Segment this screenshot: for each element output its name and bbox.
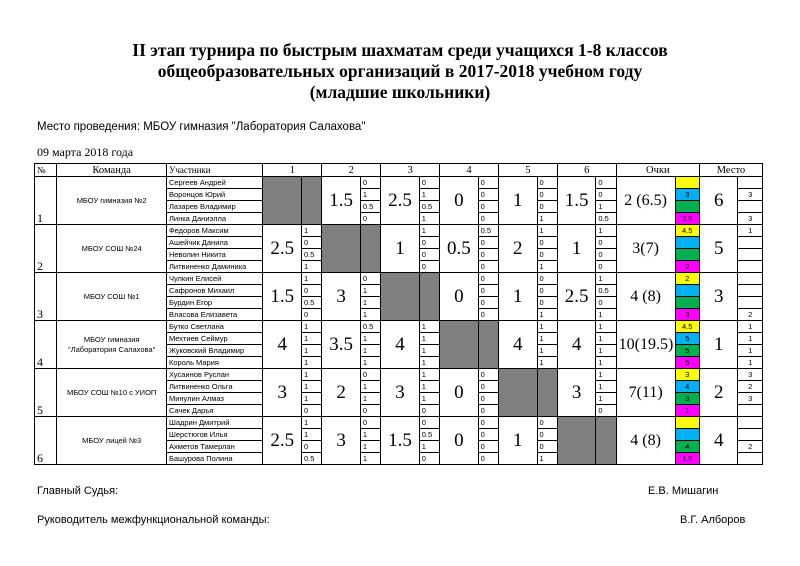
board-result: 0 bbox=[360, 213, 380, 225]
board-result: 0 bbox=[537, 201, 557, 213]
self-match-cell bbox=[322, 225, 361, 273]
board-result: 0 bbox=[478, 249, 498, 261]
team-name: МБОУ СОШ №10 с УИОП bbox=[57, 369, 167, 417]
board-result: 0.5 bbox=[596, 285, 616, 297]
board-result: 0.5 bbox=[596, 213, 616, 225]
place-mark bbox=[738, 249, 763, 261]
table-row bbox=[35, 417, 763, 429]
board-place-cell bbox=[675, 237, 699, 249]
board-result: 0 bbox=[360, 417, 380, 429]
player-name: Шадрин Дмитрий bbox=[166, 417, 262, 429]
place-mark bbox=[738, 177, 763, 189]
board-result: 0 bbox=[478, 417, 498, 429]
player-name: Власова Елизавета bbox=[166, 309, 262, 321]
match-total: 1 bbox=[557, 225, 596, 273]
match-total: 1.5 bbox=[381, 417, 420, 465]
head-label: Руководитель межфункциональной команды: bbox=[37, 514, 270, 526]
board-result: 0 bbox=[419, 249, 439, 261]
team-name: МБОУ гимназия "Лаборатория Салахова" bbox=[57, 321, 167, 369]
header-round-4: 4 bbox=[440, 164, 499, 177]
board-result: 1 bbox=[360, 309, 380, 321]
board-result: 1 bbox=[419, 345, 439, 357]
board-result: 1 bbox=[302, 369, 322, 381]
match-total: 1.5 bbox=[557, 177, 596, 225]
match-total: 1 bbox=[498, 177, 537, 225]
board-result: 1 bbox=[360, 429, 380, 441]
team-number: 3 bbox=[35, 273, 57, 321]
match-total: 4 bbox=[498, 321, 537, 369]
board-result: 1 bbox=[537, 261, 557, 273]
board-result: 1 bbox=[360, 393, 380, 405]
self-match-cell bbox=[360, 225, 380, 273]
board-place-cell: 2 bbox=[675, 261, 699, 273]
player-name: Жуковский Владимир bbox=[166, 345, 262, 357]
board-result: 0 bbox=[302, 441, 322, 453]
board-result: 1 bbox=[302, 321, 322, 333]
board-result: 1 bbox=[360, 189, 380, 201]
board-result: 0 bbox=[419, 405, 439, 417]
board-result: 0 bbox=[478, 405, 498, 417]
board-result: 0 bbox=[537, 273, 557, 285]
board-result: 0 bbox=[478, 285, 498, 297]
board-result: 0 bbox=[537, 189, 557, 201]
team-place: 5 bbox=[699, 225, 738, 273]
board-result: 0.5 bbox=[419, 429, 439, 441]
board-result: 1 bbox=[360, 345, 380, 357]
player-name: Бурдин Егор bbox=[166, 297, 262, 309]
title-line-2: общеобразовательных организаций в 2017-2018 учебном году bbox=[157, 61, 643, 81]
board-result: 1 bbox=[596, 345, 616, 357]
board-result: 0 bbox=[537, 441, 557, 453]
board-result: 0 bbox=[302, 405, 322, 417]
board-result: 0 bbox=[419, 177, 439, 189]
team-number: 6 bbox=[35, 417, 57, 465]
place-mark: 2 bbox=[738, 309, 763, 321]
place-mark: 1 bbox=[738, 357, 763, 369]
place-mark: 3 bbox=[738, 369, 763, 381]
board-result: 1 bbox=[596, 273, 616, 285]
board-result: 1 bbox=[537, 309, 557, 321]
player-name: Сергеев Андрей bbox=[166, 177, 262, 189]
place-mark bbox=[738, 405, 763, 417]
board-result: 1 bbox=[537, 225, 557, 237]
board-result: 1 bbox=[302, 345, 322, 357]
board-result: 1 bbox=[537, 453, 557, 465]
player-name: Линка Даниэлла bbox=[166, 213, 262, 225]
team-number: 5 bbox=[35, 369, 57, 417]
self-match-cell bbox=[478, 321, 498, 369]
board-place-cell: 3 bbox=[675, 309, 699, 321]
board-result: 0 bbox=[478, 213, 498, 225]
team-points: 4 (8) bbox=[616, 417, 675, 465]
team-place: 1 bbox=[699, 321, 738, 369]
team-place: 2 bbox=[699, 369, 738, 417]
board-result: 1 bbox=[302, 261, 322, 273]
board-result: 1 bbox=[302, 381, 322, 393]
self-match-cell bbox=[498, 369, 537, 417]
board-place-cell: 3 bbox=[675, 189, 699, 201]
board-result: 0 bbox=[478, 177, 498, 189]
judge-name: Е.В. Мишагин bbox=[648, 485, 719, 497]
board-result: 1 bbox=[360, 285, 380, 297]
board-result: 1 bbox=[596, 381, 616, 393]
team-place: 6 bbox=[699, 177, 738, 225]
board-result: 0 bbox=[302, 237, 322, 249]
board-place-cell: 1 bbox=[675, 405, 699, 417]
board-result: 1 bbox=[537, 357, 557, 369]
table-row bbox=[35, 321, 763, 333]
board-result: 1 bbox=[360, 297, 380, 309]
player-name: Сачек Дарья bbox=[166, 405, 262, 417]
board-result: 0 bbox=[360, 177, 380, 189]
board-result: 0 bbox=[537, 177, 557, 189]
header-place: Место bbox=[699, 164, 762, 177]
board-result: 0 bbox=[537, 297, 557, 309]
board-result: 0 bbox=[478, 297, 498, 309]
board-result: 1 bbox=[596, 393, 616, 405]
page-title bbox=[0, 40, 800, 103]
board-result: 1 bbox=[596, 225, 616, 237]
board-result: 0 bbox=[478, 237, 498, 249]
board-result: 0 bbox=[478, 201, 498, 213]
player-name: Неволин Никита bbox=[166, 249, 262, 261]
board-result: 0 bbox=[478, 189, 498, 201]
board-result: 0 bbox=[537, 417, 557, 429]
board-result: 0 bbox=[478, 393, 498, 405]
board-result: 0 bbox=[302, 309, 322, 321]
table-row bbox=[35, 369, 763, 381]
match-total: 1.5 bbox=[263, 273, 302, 321]
place-mark: 1 bbox=[738, 345, 763, 357]
board-result: 0 bbox=[478, 453, 498, 465]
self-match-cell bbox=[419, 273, 439, 321]
board-result: 0 bbox=[596, 297, 616, 309]
board-place-cell: 3 bbox=[675, 369, 699, 381]
board-result: 1 bbox=[302, 429, 322, 441]
match-total: 4 bbox=[557, 321, 596, 369]
match-total: 1 bbox=[381, 225, 420, 273]
self-match-cell bbox=[302, 177, 322, 225]
board-result: 0 bbox=[596, 405, 616, 417]
title-line-3: (младшие школьники) bbox=[309, 82, 491, 102]
player-name: Король Мария bbox=[166, 357, 262, 369]
header-round-5: 5 bbox=[498, 164, 557, 177]
match-total: 3 bbox=[557, 369, 596, 417]
place-mark bbox=[738, 429, 763, 441]
match-total: 1.5 bbox=[322, 177, 361, 225]
team-points: 4 (8) bbox=[616, 273, 675, 321]
board-result: 0 bbox=[419, 237, 439, 249]
board-result: 0 bbox=[478, 273, 498, 285]
match-total: 3 bbox=[381, 369, 420, 417]
board-result: 1 bbox=[596, 369, 616, 381]
board-result: 1 bbox=[419, 357, 439, 369]
board-result: 0 bbox=[537, 249, 557, 261]
board-place-cell: 5 bbox=[675, 357, 699, 369]
place-mark: 1 bbox=[738, 225, 763, 237]
match-total: 2 bbox=[498, 225, 537, 273]
match-total: 0 bbox=[440, 177, 479, 225]
board-place-cell bbox=[675, 285, 699, 297]
board-result: 1 bbox=[360, 441, 380, 453]
board-result: 0 bbox=[360, 405, 380, 417]
header-points: Очки bbox=[616, 164, 699, 177]
tournament-table bbox=[34, 163, 763, 465]
place-mark bbox=[738, 285, 763, 297]
board-place-cell: 5 bbox=[675, 345, 699, 357]
board-result: 0 bbox=[360, 273, 380, 285]
team-place: 4 bbox=[699, 417, 738, 465]
board-result: 1 bbox=[537, 345, 557, 357]
self-match-cell bbox=[537, 369, 557, 417]
board-result: 1 bbox=[596, 201, 616, 213]
board-result: 0.5 bbox=[478, 225, 498, 237]
header-row bbox=[35, 164, 763, 177]
place-mark bbox=[738, 261, 763, 273]
place-mark: 2 bbox=[738, 381, 763, 393]
place-mark bbox=[738, 297, 763, 309]
match-total: 4 bbox=[263, 321, 302, 369]
match-total: 3 bbox=[263, 369, 302, 417]
board-result: 1 bbox=[419, 369, 439, 381]
header-players: Участники bbox=[166, 164, 262, 177]
self-match-cell bbox=[381, 273, 420, 321]
board-place-cell bbox=[675, 249, 699, 261]
team-name: МБОУ лицей №3 bbox=[57, 417, 167, 465]
board-result: 1 bbox=[537, 321, 557, 333]
board-result: 0 bbox=[478, 309, 498, 321]
match-total: 0 bbox=[440, 369, 479, 417]
player-name: Ашейчик Данила bbox=[166, 237, 262, 249]
board-result: 0 bbox=[596, 189, 616, 201]
board-result: 1 bbox=[302, 393, 322, 405]
match-total: 4 bbox=[381, 321, 420, 369]
place-mark: 3 bbox=[738, 393, 763, 405]
board-place-cell: 1.5 bbox=[675, 453, 699, 465]
table-row bbox=[35, 273, 763, 285]
table-row bbox=[35, 225, 763, 237]
match-total: 2 bbox=[322, 369, 361, 417]
team-points: 10(19.5) bbox=[616, 321, 675, 369]
player-name: Минулин Алмаз bbox=[166, 393, 262, 405]
player-name: Литвиненко Даминика bbox=[166, 261, 262, 273]
team-number: 1 bbox=[35, 177, 57, 225]
header-round-3: 3 bbox=[381, 164, 440, 177]
board-result: 0.5 bbox=[360, 201, 380, 213]
place-mark bbox=[738, 273, 763, 285]
board-result: 1 bbox=[596, 321, 616, 333]
header-num: № bbox=[35, 164, 57, 177]
place-mark: 3 bbox=[738, 213, 763, 225]
self-match-cell bbox=[440, 321, 479, 369]
board-result: 1 bbox=[302, 417, 322, 429]
board-result: 1 bbox=[360, 453, 380, 465]
place-mark: 3 bbox=[738, 189, 763, 201]
match-total: 1 bbox=[498, 417, 537, 465]
match-total: 2.5 bbox=[557, 273, 596, 321]
team-name: МБОУ СОШ №1 bbox=[57, 273, 167, 321]
board-place-cell: 2 bbox=[675, 273, 699, 285]
match-total: 0.5 bbox=[440, 225, 479, 273]
board-result: 1 bbox=[302, 333, 322, 345]
board-result: 1 bbox=[360, 333, 380, 345]
team-name: МБОУ СОШ №24 bbox=[57, 225, 167, 273]
board-place-cell: 4 bbox=[675, 381, 699, 393]
place-mark: 1 bbox=[738, 333, 763, 345]
board-place-cell: 4.5 bbox=[675, 225, 699, 237]
board-result: 0 bbox=[537, 237, 557, 249]
board-result: 1 bbox=[596, 309, 616, 321]
header-round-6: 6 bbox=[557, 164, 616, 177]
match-total: 3.5 bbox=[322, 321, 361, 369]
board-place-cell: 4.5 bbox=[675, 321, 699, 333]
board-result: 0 bbox=[478, 441, 498, 453]
board-result: 0 bbox=[537, 285, 557, 297]
team-number: 2 bbox=[35, 225, 57, 273]
place-mark bbox=[738, 237, 763, 249]
board-result: 1 bbox=[419, 321, 439, 333]
board-result: 0 bbox=[596, 237, 616, 249]
board-result: 0 bbox=[596, 177, 616, 189]
player-name: Ахметов Тамерлан bbox=[166, 441, 262, 453]
player-name: Чулкин Елисей bbox=[166, 273, 262, 285]
header-team: Команда bbox=[57, 164, 167, 177]
table-row bbox=[35, 177, 763, 189]
board-place-cell bbox=[675, 177, 699, 189]
board-result: 0 bbox=[478, 261, 498, 273]
board-result: 1 bbox=[419, 189, 439, 201]
team-name: МБОУ гимназия №2 bbox=[57, 177, 167, 225]
self-match-cell bbox=[263, 177, 302, 225]
board-result: 0.5 bbox=[302, 297, 322, 309]
board-result: 1 bbox=[537, 213, 557, 225]
team-place: 3 bbox=[699, 273, 738, 321]
match-total: 2.5 bbox=[263, 225, 302, 273]
board-result: 0 bbox=[360, 369, 380, 381]
board-result: 0 bbox=[478, 381, 498, 393]
board-result: 0 bbox=[419, 261, 439, 273]
venue-text: Место проведения: МБОУ гимназия "Лаборатория Салахова" bbox=[37, 121, 366, 133]
board-result: 1 bbox=[596, 333, 616, 345]
player-name: Башурова Полина bbox=[166, 453, 262, 465]
board-result: 1 bbox=[596, 357, 616, 369]
match-total: 0 bbox=[440, 417, 479, 465]
board-result: 1 bbox=[419, 393, 439, 405]
team-number: 4 bbox=[35, 321, 57, 369]
board-result: 1 bbox=[419, 333, 439, 345]
head-name: В.Г. Алборов bbox=[680, 514, 746, 526]
board-place-cell bbox=[675, 201, 699, 213]
team-points: 7(11) bbox=[616, 369, 675, 417]
match-total: 2.5 bbox=[263, 417, 302, 465]
match-total: 3 bbox=[322, 273, 361, 321]
player-name: Воронцов Юрий bbox=[166, 189, 262, 201]
board-result: 1 bbox=[360, 381, 380, 393]
board-result: 0.5 bbox=[302, 249, 322, 261]
judge-label: Главный Судья: bbox=[37, 485, 119, 497]
board-place-cell: 5 bbox=[675, 333, 699, 345]
board-result: 1 bbox=[302, 357, 322, 369]
board-result: 0 bbox=[478, 369, 498, 381]
board-result: 1 bbox=[419, 225, 439, 237]
board-result: 1 bbox=[302, 225, 322, 237]
player-name: Шерстюгов Илья bbox=[166, 429, 262, 441]
board-result: 1 bbox=[302, 273, 322, 285]
match-total: 3 bbox=[322, 417, 361, 465]
place-mark bbox=[738, 453, 763, 465]
match-total: 1 bbox=[498, 273, 537, 321]
header-round-1: 1 bbox=[263, 164, 322, 177]
board-result: 0 bbox=[596, 261, 616, 273]
player-name: Литвиненко Ольга bbox=[166, 381, 262, 393]
board-result: 1 bbox=[419, 381, 439, 393]
self-match-cell bbox=[596, 417, 616, 465]
board-result: 1 bbox=[419, 441, 439, 453]
header-round-2: 2 bbox=[322, 164, 381, 177]
board-result: 0.5 bbox=[419, 201, 439, 213]
player-name: Сафронов Михаил bbox=[166, 285, 262, 297]
board-result: 1 bbox=[537, 333, 557, 345]
board-result: 0 bbox=[478, 429, 498, 441]
board-place-cell: 3 bbox=[675, 393, 699, 405]
board-result: 0 bbox=[537, 429, 557, 441]
self-match-cell bbox=[557, 417, 596, 465]
date-text: 09 марта 2018 года bbox=[37, 145, 134, 159]
player-name: Мехтиев Сеймур bbox=[166, 333, 262, 345]
place-mark bbox=[738, 201, 763, 213]
match-total: 2.5 bbox=[381, 177, 420, 225]
place-mark bbox=[738, 417, 763, 429]
place-mark: 2 bbox=[738, 441, 763, 453]
board-place-cell bbox=[675, 297, 699, 309]
title-line-1: II этап турнира по быстрым шахматам среди учащихся 1-8 классов bbox=[132, 40, 668, 60]
player-name: Лазарев Владимир bbox=[166, 201, 262, 213]
place-mark: 1 bbox=[738, 321, 763, 333]
board-result: 0 bbox=[302, 285, 322, 297]
match-total: 0 bbox=[440, 273, 479, 321]
board-place-cell: 2.5 bbox=[675, 213, 699, 225]
player-name: Хусаинов Руслан bbox=[166, 369, 262, 381]
board-result: 0.5 bbox=[360, 321, 380, 333]
board-result: 1 bbox=[360, 357, 380, 369]
table-body bbox=[35, 164, 763, 465]
board-result: 0.5 bbox=[302, 453, 322, 465]
board-place-cell: 4 bbox=[675, 441, 699, 453]
player-name: Бутко Светлана bbox=[166, 321, 262, 333]
board-result: 0 bbox=[419, 417, 439, 429]
board-place-cell bbox=[675, 417, 699, 429]
board-place-cell bbox=[675, 429, 699, 441]
board-result: 0 bbox=[596, 249, 616, 261]
board-result: 0 bbox=[419, 453, 439, 465]
board-result: 1 bbox=[419, 213, 439, 225]
team-points: 2 (6.5) bbox=[616, 177, 675, 225]
player-name: Федоров Максим bbox=[166, 225, 262, 237]
team-points: 3(7) bbox=[616, 225, 675, 273]
